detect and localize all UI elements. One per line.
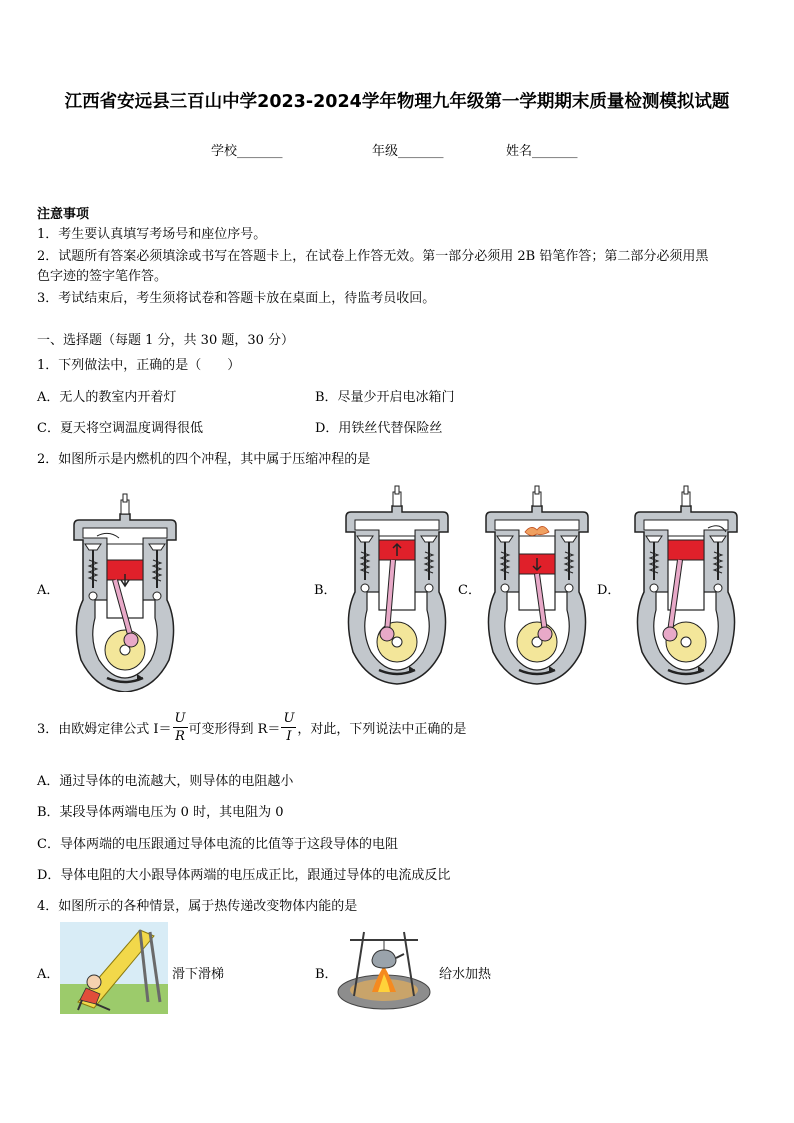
q2-label-c: C． [458,583,481,598]
q4-option-a-text: 滑下滑梯 [172,967,225,982]
q4-stem: 4．如图所示的各种情景，属于热传递改变物体内能的是 [37,899,358,914]
name-field: 姓名_______ [506,144,578,159]
q2-label-d: D． [597,583,621,598]
notice-item-1: 1．考生要认真填写考场号和座位序号。 [37,227,267,242]
engine-figure-c [481,480,593,688]
page-title: 江西省安远县三百山中学2023-2024学年物理九年级第一学期期末质量检测模拟试题 [64,92,730,112]
notice-heading: 注意事项 [37,207,90,222]
notice-item-3: 3．考试结束后，考生须将试卷和答题卡放在桌面上，待监考员收回。 [37,291,436,306]
engine-figure-b [341,480,453,688]
q4-option-a-label: A． [37,967,60,982]
engine-figure-d [630,480,742,688]
q3-option-c: C．导体两端的电压跟通过导体电流的比值等于这段导体的电阻 [37,837,398,852]
q3-stem-post: ，对此，下列说法中正确的是 [297,722,467,737]
section-heading: 一、选择题（每题 1 分，共 30 题，30 分） [37,333,295,348]
q3-frac2-num: U [283,711,295,726]
notice-item-2-cont: 色字迹的签字笔作答。 [37,269,168,284]
q2-label-b: B． [314,583,337,598]
q3-stem-pre: 3．由欧姆定律公式 I＝ [37,722,172,737]
q3-stem-mid: 可变形得到 R＝ [188,722,281,737]
q2-label-a: A． [37,583,60,598]
q3-option-b: B．某段导体两端电压为 0 时，其电阻为 0 [37,805,284,820]
q1-option-d: D．用铁丝代替保险丝 [315,421,443,436]
q2-stem: 2．如图所示是内燃机的四个冲程，其中属于压缩冲程的是 [37,452,371,467]
q3-stem [37,710,466,745]
q3-option-d: D．导体电阻的大小跟导体两端的电压成正比，跟通过导体的电流成反比 [37,868,451,883]
q3-frac2-den: I [286,729,292,744]
q1-option-a: A．无人的教室内开着灯 [37,390,177,405]
campfire-picture [334,926,434,1012]
q3-frac1-den: R [175,729,185,744]
q1-option-c: C．夏天将空调温度调得很低 [37,421,203,436]
school-field: 学校_______ [211,144,283,159]
q3-frac1-num: U [174,711,186,726]
grade-field: 年级_______ [372,144,444,159]
q4-option-b-text: 给水加热 [439,967,492,982]
notice-item-2: 2．试题所有答案必须填涂或书写在答题卡上，在试卷上作答无效。第一部分必须用 2B 铅笔作答；第二部分必须用黑 [37,249,709,264]
q3-fraction-1 [173,710,188,745]
q1-stem: 1．下列做法中，正确的是（ ） [37,358,241,373]
q4-option-b-label: B． [315,967,338,982]
q3-option-a: A．通过导体的电流越大，则导体的电阻越小 [37,774,294,789]
q3-fraction-2 [281,710,296,745]
engine-figure-a [64,492,186,692]
q1-option-b: B．尽量少开启电冰箱门 [315,390,455,405]
slide-picture [60,922,168,1014]
